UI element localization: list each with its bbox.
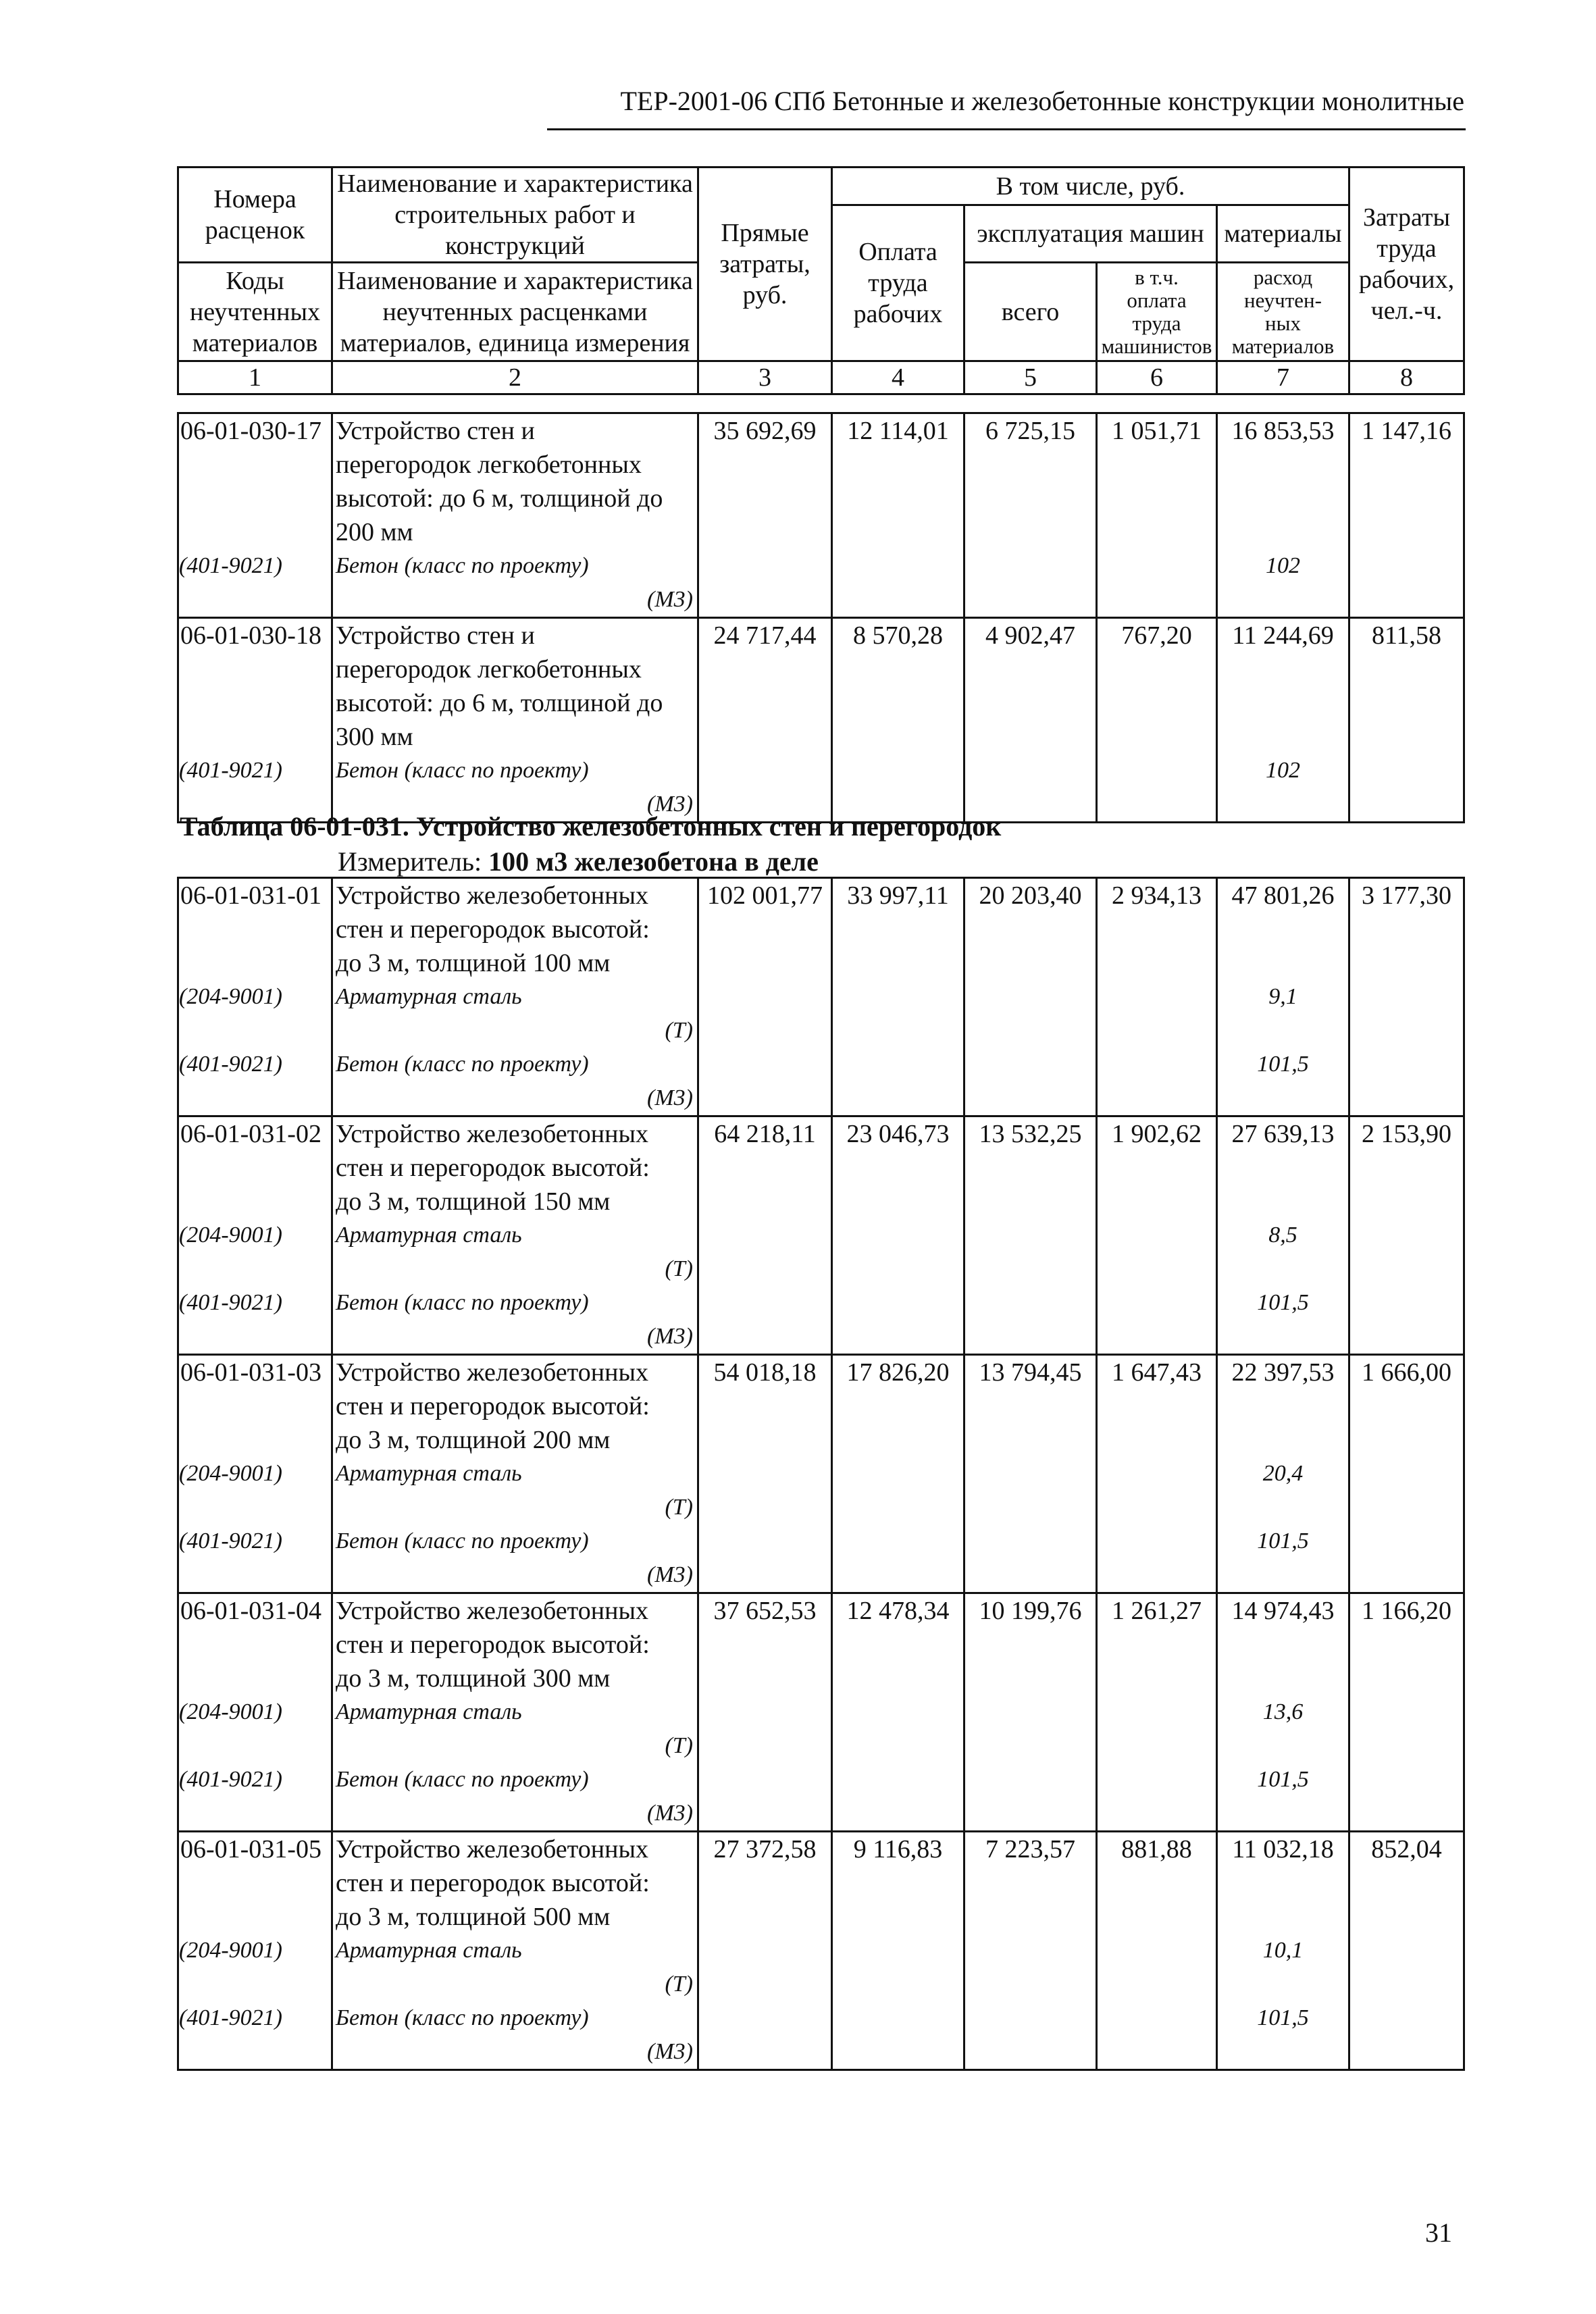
material-quantity: 10,1 (1217, 1934, 1349, 2001)
rate-code: 06-01-031-04 (178, 1593, 332, 1696)
text-line: Устройство стен и (336, 621, 535, 650)
material-name-text: Бетон (класс по проекту) (336, 1290, 589, 1315)
text-line: 300 мм (336, 723, 413, 751)
material-name-text: Арматурная сталь (336, 1461, 522, 1486)
direct-costs-value: 24 717,44 (698, 618, 832, 754)
material-unit: (Т) (665, 1495, 693, 1520)
text-line: рабочих, (1358, 265, 1455, 294)
material-name (332, 1457, 698, 1524)
material-quantity: 9,1 (1217, 980, 1349, 1048)
text-line: Устройство железобетонных (336, 1358, 648, 1387)
empty-cell (1349, 1048, 1464, 1116)
empty-cell (1349, 980, 1464, 1048)
header-worker-pay (832, 205, 964, 361)
material-row (178, 1218, 1464, 1286)
empty-cell (698, 1286, 832, 1355)
materials-cost-value: 22 397,53 (1217, 1355, 1349, 1458)
empty-cell (964, 1695, 1097, 1763)
material-unit: (М3) (647, 1801, 693, 1826)
empty-cell (832, 1934, 964, 2001)
material-code: (401-9021) (178, 1524, 332, 1593)
material-row (178, 1934, 1464, 2001)
empty-cell (964, 1934, 1097, 2001)
direct-costs-value: 64 218,11 (698, 1116, 832, 1219)
empty-cell (1349, 754, 1464, 823)
header-work-name (332, 168, 698, 263)
empty-cell (832, 1457, 964, 1524)
empty-cell (964, 1457, 1097, 1524)
empty-cell (1097, 1048, 1217, 1116)
materials-cost-value: 47 801,26 (1217, 878, 1349, 981)
material-code: (401-9021) (178, 549, 332, 618)
material-row (178, 1048, 1464, 1116)
text-line: высотой: до 6 м, толщиной до (336, 689, 663, 717)
text-line: неучтен- (1244, 288, 1322, 312)
materials-cost-value: 11 032,18 (1217, 1832, 1349, 1934)
header-rate-number (178, 168, 332, 263)
header-machines-total: всего (964, 263, 1097, 361)
empty-cell (1097, 1286, 1217, 1355)
worker-pay-value: 23 046,73 (832, 1116, 964, 1219)
material-code: (204-9001) (178, 1457, 332, 1524)
labor-hours-value: 1 147,16 (1349, 413, 1464, 550)
empty-cell (698, 1218, 832, 1286)
header-direct-costs (698, 168, 832, 361)
material-code: (204-9001) (178, 1695, 332, 1763)
material-row (178, 980, 1464, 1048)
text-line: стен и перегородок высотой: (336, 1154, 650, 1182)
material-unit: (Т) (665, 1018, 693, 1043)
direct-costs-value: 54 018,18 (698, 1355, 832, 1458)
machines-total-value: 10 199,76 (964, 1593, 1097, 1696)
text-line: неучтенных (189, 297, 321, 326)
text-line: расценок (205, 216, 305, 245)
empty-cell (1349, 1457, 1464, 1524)
worker-pay-value: 12 478,34 (832, 1593, 964, 1696)
text-line: ных (1265, 311, 1301, 335)
material-name-text: Бетон (класс по проекту) (336, 1528, 589, 1553)
empty-cell (964, 2001, 1097, 2070)
empty-cell (698, 2001, 832, 2070)
text-line: Затраты (1362, 203, 1450, 232)
machinist-pay-value: 1 261,27 (1097, 1593, 1217, 1696)
direct-costs-value: 102 001,77 (698, 878, 832, 981)
text-line: Оплата (858, 238, 937, 266)
material-quantity: 102 (1217, 754, 1349, 823)
machinist-pay-value: 881,88 (1097, 1832, 1217, 1934)
material-code: (204-9001) (178, 980, 332, 1048)
rate-row (178, 1832, 1464, 1934)
machines-total-value: 13 532,25 (964, 1116, 1097, 1219)
material-name-text: Бетон (класс по проекту) (336, 2005, 589, 2030)
empty-cell (1097, 1763, 1217, 1832)
rate-code: 06-01-031-05 (178, 1832, 332, 1934)
labor-hours-value: 1 166,20 (1349, 1593, 1464, 1696)
material-quantity: 8,5 (1217, 1218, 1349, 1286)
header-column-number: 6 (1097, 361, 1217, 394)
material-row (178, 1524, 1464, 1593)
text-line: машинистов (1101, 334, 1212, 358)
rate-row (178, 618, 1464, 754)
header-column-number: 3 (698, 361, 832, 394)
text-line: стен и перегородок высотой: (336, 1630, 650, 1659)
material-name (332, 1524, 698, 1593)
text-line: стен и перегородок высотой: (336, 1392, 650, 1420)
empty-cell (1349, 1695, 1464, 1763)
empty-cell (1349, 1763, 1464, 1832)
material-quantity: 101,5 (1217, 1048, 1349, 1116)
page-number: 31 (1425, 2217, 1452, 2248)
header-machinist-pay (1097, 263, 1217, 361)
text-line: перегородок легкобетонных (336, 451, 642, 479)
rate-description (332, 1593, 698, 1696)
machines-total-value: 6 725,15 (964, 413, 1097, 550)
empty-cell (964, 549, 1097, 618)
header-column-numbers (178, 361, 1464, 394)
empty-cell (1097, 2001, 1217, 2070)
rate-description (332, 1355, 698, 1458)
material-unit: (М3) (647, 587, 693, 612)
empty-cell (1097, 1695, 1217, 1763)
rate-row (178, 1116, 1464, 1219)
text-line: Устройство железобетонных (336, 881, 648, 910)
material-name (332, 549, 698, 618)
empty-cell (964, 980, 1097, 1048)
text-line: до 3 м, толщиной 500 мм (336, 1903, 611, 1931)
empty-cell (698, 1457, 832, 1524)
header-column-number: 2 (332, 361, 698, 394)
rate-row (178, 878, 1464, 981)
header-machine-operation: эксплуатация машин (964, 205, 1217, 263)
header-column-number: 4 (832, 361, 964, 394)
rate-code: 06-01-031-01 (178, 878, 332, 981)
material-code: (401-9021) (178, 2001, 332, 2070)
empty-cell (832, 549, 964, 618)
material-name (332, 1286, 698, 1355)
text-line: материалов (192, 328, 318, 357)
material-row (178, 1286, 1464, 1355)
empty-cell (964, 1048, 1097, 1116)
empty-cell (1349, 549, 1464, 618)
empty-cell (964, 1218, 1097, 1286)
material-quantity: 101,5 (1217, 1524, 1349, 1593)
running-head-rule (547, 128, 1466, 130)
empty-cell (964, 1524, 1097, 1593)
rate-code: 06-01-031-03 (178, 1355, 332, 1458)
direct-costs-value: 35 692,69 (698, 413, 832, 550)
text-line: до 3 м, толщиной 300 мм (336, 1664, 611, 1693)
text-line: труда (868, 269, 928, 297)
material-name-text: Бетон (класс по проекту) (336, 1052, 589, 1077)
rate-description (332, 618, 698, 754)
material-row (178, 1763, 1464, 1832)
text-line: до 3 м, толщиной 100 мм (336, 949, 611, 977)
machines-total-value: 20 203,40 (964, 878, 1097, 981)
material-name (332, 980, 698, 1048)
text-line: перегородок легкобетонных (336, 655, 642, 684)
text-line: оплата (1127, 288, 1187, 312)
rate-description (332, 878, 698, 981)
material-name-text: Арматурная сталь (336, 1223, 522, 1248)
text-line: затраты, (719, 250, 810, 278)
table-meter-value: 100 м3 железобетона в деле (488, 846, 819, 877)
header-unaccounted-materials (1217, 263, 1349, 361)
text-line: чел.-ч. (1370, 297, 1443, 325)
rate-row (178, 1593, 1464, 1696)
material-unit: (Т) (665, 1256, 693, 1281)
material-row (178, 1695, 1464, 1763)
machines-total-value: 7 223,57 (964, 1832, 1097, 1934)
empty-cell (1349, 1934, 1464, 2001)
empty-cell (1097, 1934, 1217, 2001)
material-name (332, 1218, 698, 1286)
empty-cell (698, 549, 832, 618)
material-unit: (Т) (665, 1733, 693, 1758)
text-line: труда (1376, 234, 1437, 263)
machinist-pay-value: 2 934,13 (1097, 878, 1217, 981)
material-name-text: Арматурная сталь (336, 1938, 522, 1963)
worker-pay-value: 8 570,28 (832, 618, 964, 754)
empty-cell (832, 2001, 964, 2070)
machinist-pay-value: 1 902,62 (1097, 1116, 1217, 1219)
labor-hours-value: 811,58 (1349, 618, 1464, 754)
empty-cell (964, 1763, 1097, 1832)
empty-cell (698, 1695, 832, 1763)
worker-pay-value: 33 997,11 (832, 878, 964, 981)
material-quantity: 101,5 (1217, 1763, 1349, 1832)
empty-cell (1097, 1218, 1217, 1286)
rate-code: 06-01-030-17 (178, 413, 332, 550)
machines-total-value: 4 902,47 (964, 618, 1097, 754)
material-quantity: 20,4 (1217, 1457, 1349, 1524)
text-line: Прямые (721, 219, 809, 247)
material-unit: (Т) (665, 1972, 693, 1997)
material-unit: (М3) (647, 2039, 693, 2064)
empty-cell (832, 1524, 964, 1593)
header-material-names (332, 263, 698, 361)
material-row (178, 2001, 1464, 2070)
text-line: Наименование и характеристика (337, 170, 693, 198)
machinist-pay-value: 1 647,43 (1097, 1355, 1217, 1458)
material-code: (401-9021) (178, 1048, 332, 1116)
empty-cell (1097, 754, 1217, 823)
empty-cell (698, 1763, 832, 1832)
text-line: до 3 м, толщиной 150 мм (336, 1187, 611, 1216)
material-unit: (М3) (647, 1085, 693, 1110)
empty-cell (1097, 1524, 1217, 1593)
labor-hours-value: 852,04 (1349, 1832, 1464, 1934)
text-line: Коды (226, 266, 284, 295)
labor-hours-value: 1 666,00 (1349, 1355, 1464, 1458)
empty-cell (1097, 980, 1217, 1048)
text-line: труда (1132, 311, 1181, 335)
material-unit: (М3) (647, 792, 693, 817)
material-name (332, 1695, 698, 1763)
text-line: стен и перегородок высотой: (336, 1869, 650, 1897)
rate-code: 06-01-031-02 (178, 1116, 332, 1219)
text-line: неучтенных расценками (382, 297, 648, 326)
empty-cell (832, 1286, 964, 1355)
machinist-pay-value: 1 051,71 (1097, 413, 1217, 550)
rate-description (332, 413, 698, 550)
text-line: Наименование и характеристика (337, 266, 693, 295)
empty-cell (1349, 2001, 1464, 2070)
material-name (332, 1934, 698, 2001)
text-line: высотой: до 6 м, толщиной до (336, 484, 663, 513)
materials-cost-value: 14 974,43 (1217, 1593, 1349, 1696)
text-line: до 3 м, толщиной 200 мм (336, 1426, 611, 1454)
text-line: материалов (1231, 334, 1335, 358)
material-code: (204-9001) (178, 1934, 332, 2001)
empty-cell (832, 1048, 964, 1116)
text-line: Устройство железобетонных (336, 1835, 648, 1863)
header-labor-hours (1349, 168, 1464, 361)
worker-pay-value: 12 114,01 (832, 413, 964, 550)
material-unit: (М3) (647, 1324, 693, 1349)
text-line: Номера (213, 185, 297, 213)
material-name (332, 2001, 698, 2070)
empty-cell (698, 1934, 832, 2001)
material-row (178, 1457, 1464, 1524)
text-line: рабочих (853, 300, 943, 328)
material-code: (401-9021) (178, 1763, 332, 1832)
material-name-text: Бетон (класс по проекту) (336, 553, 589, 578)
materials-cost-value: 11 244,69 (1217, 618, 1349, 754)
materials-cost-value: 16 853,53 (1217, 413, 1349, 550)
table-meter (338, 846, 819, 877)
rates-table-030 (177, 412, 1465, 823)
material-code: (401-9021) (178, 1286, 332, 1355)
material-quantity: 101,5 (1217, 2001, 1349, 2070)
direct-costs-value: 27 372,58 (698, 1832, 832, 1934)
material-code: (401-9021) (178, 754, 332, 823)
text-line: Устройство железобетонных (336, 1120, 648, 1148)
rates-table-031 (177, 877, 1465, 2071)
material-name-text: Арматурная сталь (336, 984, 522, 1009)
text-line: материалов, единица измерения (340, 328, 690, 357)
empty-cell (832, 980, 964, 1048)
empty-cell (832, 1218, 964, 1286)
material-name-text: Бетон (класс по проекту) (336, 758, 589, 783)
empty-cell (1097, 549, 1217, 618)
header-including-group: В том числе, руб. (832, 168, 1349, 205)
machinist-pay-value: 767,20 (1097, 618, 1217, 754)
empty-cell (1097, 1457, 1217, 1524)
labor-hours-value: 2 153,90 (1349, 1116, 1464, 1219)
text-line: строительных работ и конструкций (394, 201, 636, 260)
empty-cell (1349, 1218, 1464, 1286)
labor-hours-value: 3 177,30 (1349, 878, 1464, 981)
text-line: руб. (742, 281, 788, 309)
header-materials: материалы (1217, 205, 1349, 263)
text-line: стен и перегородок высотой: (336, 915, 650, 944)
worker-pay-value: 17 826,20 (832, 1355, 964, 1458)
material-quantity: 101,5 (1217, 1286, 1349, 1355)
empty-cell (964, 1286, 1097, 1355)
text-line: расход (1253, 265, 1313, 289)
empty-cell (698, 980, 832, 1048)
table-title: Таблица 06-01-031. Устройство железобетонных стен и перегородок (180, 811, 1002, 842)
worker-pay-value: 9 116,83 (832, 1832, 964, 1934)
header-column-number: 8 (1349, 361, 1464, 394)
column-header-table (177, 166, 1465, 395)
rate-row (178, 413, 1464, 550)
direct-costs-value: 37 652,53 (698, 1593, 832, 1696)
material-name-text: Арматурная сталь (336, 1699, 522, 1724)
material-quantity: 102 (1217, 549, 1349, 618)
header-column-number: 5 (964, 361, 1097, 394)
material-name (332, 1048, 698, 1116)
table-meter-label: Измеритель: (338, 846, 489, 877)
empty-cell (698, 1048, 832, 1116)
material-unit: (М3) (647, 1562, 693, 1587)
running-head: ТЕР-2001-06 СПб Бетонные и железобетонные конструкции монолитные (620, 86, 1464, 116)
rate-row (178, 1355, 1464, 1458)
empty-cell (1349, 1524, 1464, 1593)
empty-cell (832, 1695, 964, 1763)
text-line: Устройство железобетонных (336, 1597, 648, 1625)
material-name-text: Бетон (класс по проекту) (336, 1767, 589, 1792)
text-line: Устройство стен и (336, 417, 535, 445)
materials-cost-value: 27 639,13 (1217, 1116, 1349, 1219)
empty-cell (1349, 1286, 1464, 1355)
text-line: в т.ч. (1135, 265, 1179, 289)
material-name (332, 1763, 698, 1832)
header-material-codes (178, 263, 332, 361)
empty-cell (832, 1763, 964, 1832)
material-row (178, 549, 1464, 618)
machines-total-value: 13 794,45 (964, 1355, 1097, 1458)
text-line: 200 мм (336, 518, 413, 546)
rate-description (332, 1832, 698, 1934)
material-quantity: 13,6 (1217, 1695, 1349, 1763)
material-code: (204-9001) (178, 1218, 332, 1286)
empty-cell (698, 1524, 832, 1593)
header-column-number: 1 (178, 361, 332, 394)
rate-description (332, 1116, 698, 1219)
rate-code: 06-01-030-18 (178, 618, 332, 754)
header-column-number: 7 (1217, 361, 1349, 394)
